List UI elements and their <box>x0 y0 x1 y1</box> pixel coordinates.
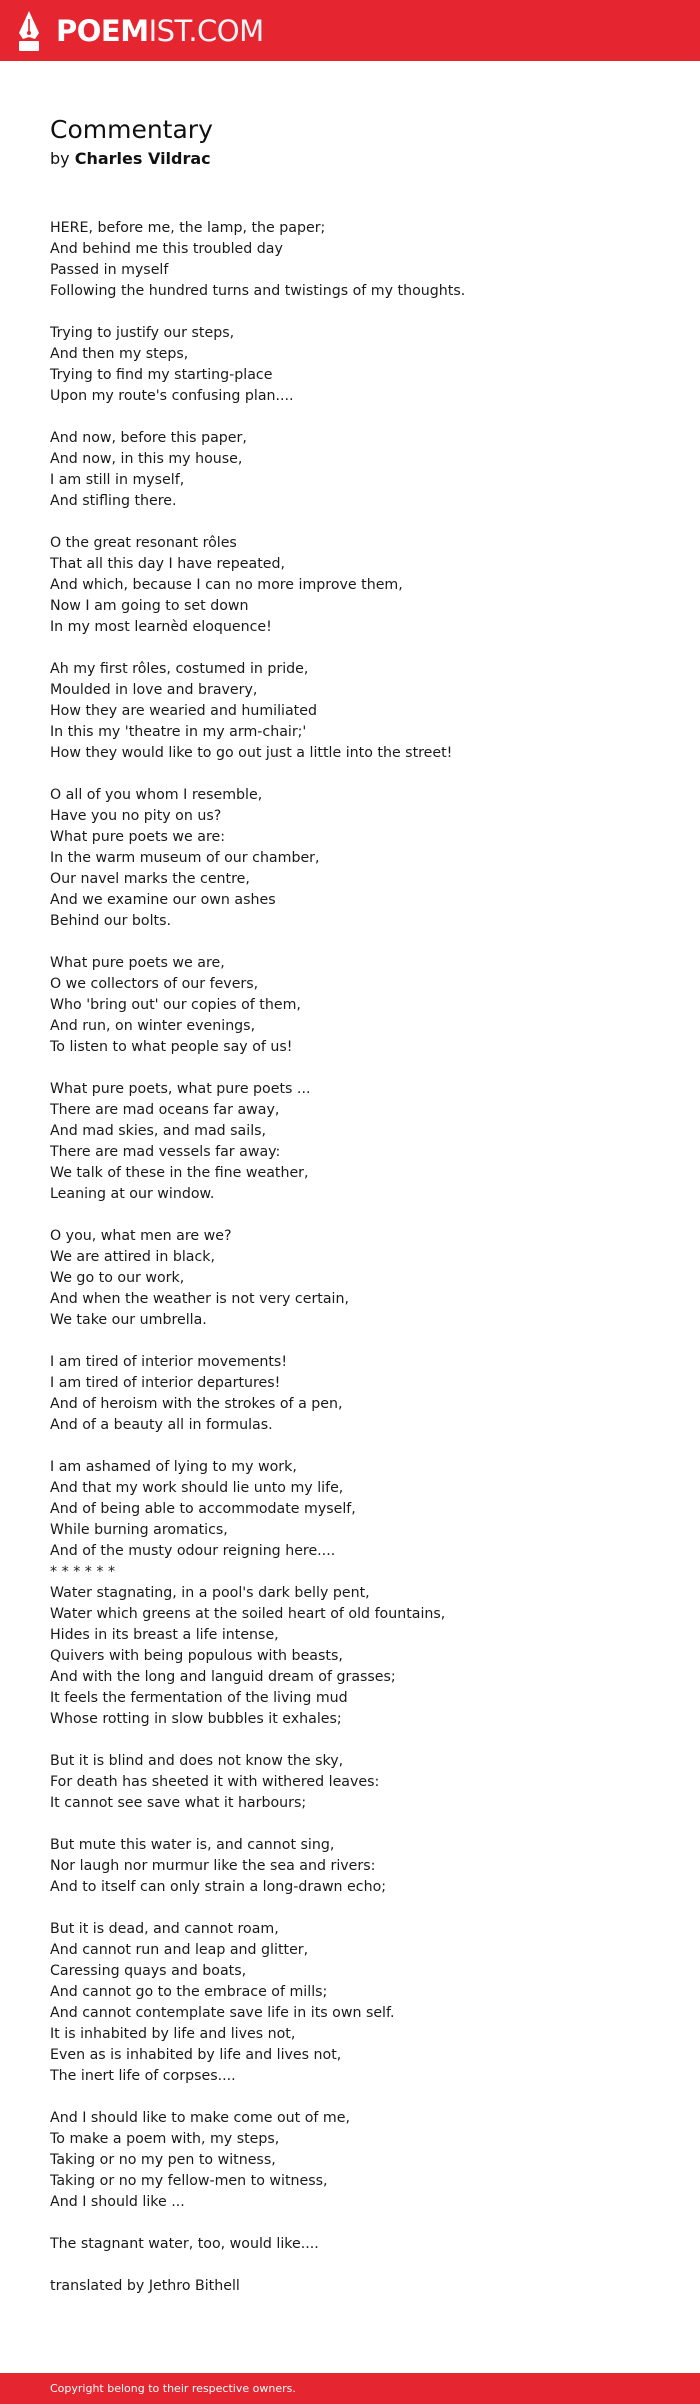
author-name: Charles Vildrac <box>74 149 211 168</box>
poem-line: The inert life of corpses.... <box>50 2068 236 2084</box>
poem-line: Ah my first rôles, costumed in pride, <box>50 661 309 677</box>
poem-line: We are attired in black, <box>50 1249 216 1265</box>
poem-line: And of the musty odour reigning here.... <box>50 1543 336 1559</box>
poem-line: And run, on winter evenings, <box>50 1018 256 1034</box>
poem-heading <box>50 113 650 171</box>
poem-line: In the warm museum of our chamber, <box>50 850 320 866</box>
poem-line: Trying to justify our steps, <box>50 325 235 341</box>
poem-line: Who 'bring out' our copies of them, <box>50 997 301 1013</box>
poem-line: Caressing quays and boats, <box>50 1963 247 1979</box>
poem-line: While burning aromatics, <box>50 1522 228 1538</box>
copyright-text: Copyright belong to their respective owners. <box>50 2382 296 2395</box>
stanza <box>50 953 670 1058</box>
poem-line: O the great resonant rôles <box>50 535 237 551</box>
poem-line: And of heroism with the strokes of a pen, <box>50 1396 343 1412</box>
poem-line: Passed in myself <box>50 262 169 278</box>
site-footer <box>0 2373 700 2404</box>
stanza <box>50 218 670 302</box>
poem-line: And I should like ... <box>50 2194 185 2210</box>
poem-line: But it is blind and does not know the sky, <box>50 1753 344 1769</box>
poem-line: And which, because I can no more improve them, <box>50 577 403 593</box>
poem-line: Taking or no my fellow-men to witness, <box>50 2173 328 2189</box>
stanza <box>50 785 670 932</box>
stanza <box>50 1835 670 1898</box>
poem-line: In this my 'theatre in my arm-chair;' <box>50 724 307 740</box>
poem-line: And we examine our own ashes <box>50 892 276 908</box>
logo-text-bold: POEM <box>56 14 149 48</box>
poem-body <box>50 218 670 2318</box>
stanza <box>50 2234 670 2255</box>
poem-line: There are mad vessels far away: <box>50 1144 281 1160</box>
poem-line: O you, what men are we? <box>50 1228 232 1244</box>
poem-line: What pure poets we are: <box>50 829 225 845</box>
poem-line: Taking or no my pen to witness, <box>50 2152 276 2168</box>
poem-line: How they are wearied and humiliated <box>50 703 317 719</box>
poem-line: Even as is inhabited by life and lives not, <box>50 2047 342 2063</box>
stanza <box>50 1079 670 1205</box>
poem-line: We take our umbrella. <box>50 1312 207 1328</box>
poem-line: Trying to find my starting-place <box>50 367 273 383</box>
poem-line: Have you no pity on us? <box>50 808 222 824</box>
stanza <box>50 1226 670 1331</box>
poem-line: And behind me this troubled day <box>50 241 283 257</box>
poem-line: Water stagnating, in a pool's dark belly pent, <box>50 1585 370 1601</box>
poem-title: Commentary <box>50 115 213 144</box>
byline <box>50 147 650 171</box>
poem-line: That all this day I have repeated, <box>50 556 286 572</box>
poem-line: The stagnant water, too, would like.... <box>50 2236 319 2252</box>
poem-line: And stifling there. <box>50 493 177 509</box>
poem-line: What pure poets, what pure poets ... <box>50 1081 311 1097</box>
poem-line: translated by Jethro Bithell <box>50 2278 240 2294</box>
poem-line: HERE, before me, the lamp, the paper; <box>50 220 326 236</box>
poem-line: We go to our work, <box>50 1270 185 1286</box>
poem-line: Moulded in love and bravery, <box>50 682 258 698</box>
stanza <box>50 323 670 407</box>
poem-line: Our navel marks the centre, <box>50 871 250 887</box>
poem-line: And to itself can only strain a long-drawn echo; <box>50 1879 387 1895</box>
stanza <box>50 428 670 512</box>
poem-line: Following the hundred turns and twistings of my thoughts. <box>50 283 466 299</box>
poem-line: Hides in its breast a life intense, <box>50 1627 279 1643</box>
poem-line: And with the long and languid dream of grasses; <box>50 1669 396 1685</box>
poem-line: And that my work should lie unto my life, <box>50 1480 344 1496</box>
pen-nib-icon <box>17 11 41 51</box>
poem-line: And of being able to accommodate myself, <box>50 1501 356 1517</box>
poem-line: But mute this water is, and cannot sing, <box>50 1837 335 1853</box>
poem-line: I am tired of interior departures! <box>50 1375 281 1391</box>
poem-line: In my most learnèd eloquence! <box>50 619 272 635</box>
by-label: by <box>50 149 70 168</box>
stanza <box>50 1751 670 1814</box>
logo-text <box>56 11 264 51</box>
poem-line: Upon my route's confusing plan.... <box>50 388 294 404</box>
site-header <box>0 0 700 61</box>
stanza <box>50 533 670 638</box>
poem-line: It feels the fermentation of the living mud <box>50 1690 348 1706</box>
poem-line: We talk of these in the fine weather, <box>50 1165 309 1181</box>
poem-line: O all of you whom I resemble, <box>50 787 263 803</box>
poem-line: Now I am going to set down <box>50 598 249 614</box>
poem-line: How they would like to go out just a little into the street! <box>50 745 453 761</box>
logo-text-light: IST.COM <box>148 14 264 48</box>
poem-line: And cannot go to the embrace of mills; <box>50 1984 328 2000</box>
poem-line: Quivers with being populous with beasts, <box>50 1648 343 1664</box>
stanza <box>50 2108 670 2213</box>
poem-line: What pure poets we are, <box>50 955 225 971</box>
stanza <box>50 1457 670 1730</box>
poem-line: To make a poem with, my steps, <box>50 2131 280 2147</box>
site-logo[interactable] <box>17 11 264 51</box>
poem-line: And of a beauty all in formulas. <box>50 1417 273 1433</box>
poem-line: It is inhabited by life and lives not, <box>50 2026 296 2042</box>
poem-line: And cannot contemplate save life in its own self. <box>50 2005 395 2021</box>
poem-line: O we collectors of our fevers, <box>50 976 259 992</box>
poem-line: Nor laugh nor murmur like the sea and rivers: <box>50 1858 376 1874</box>
poem-line: And when the weather is not very certain, <box>50 1291 349 1307</box>
poem-line: I am tired of interior movements! <box>50 1354 288 1370</box>
poem-line: Whose rotting in slow bubbles it exhales; <box>50 1711 342 1727</box>
poem-line: And mad skies, and mad sails, <box>50 1123 267 1139</box>
poem-line: I am still in myself, <box>50 472 185 488</box>
poem-line: But it is dead, and cannot roam, <box>50 1921 279 1937</box>
poem-line: It cannot see save what it harbours; <box>50 1795 307 1811</box>
poem-line: And then my steps, <box>50 346 189 362</box>
stanza <box>50 2276 670 2297</box>
poem-line: Water which greens at the soiled heart of old fountains, <box>50 1606 446 1622</box>
stanza <box>50 1919 670 2087</box>
poem-line: And cannot run and leap and glitter, <box>50 1942 309 1958</box>
poem-line: For death has sheeted it with withered leaves: <box>50 1774 380 1790</box>
poem-line: And now, in this my house, <box>50 451 243 467</box>
poem-line: There are mad oceans far away, <box>50 1102 280 1118</box>
poem-line: Leaning at our window. <box>50 1186 215 1202</box>
stanza <box>50 659 670 764</box>
poem-line: And I should like to make come out of me, <box>50 2110 350 2126</box>
poem-line: * * * * * * <box>50 1564 116 1580</box>
poem-line: To listen to what people say of us! <box>50 1039 293 1055</box>
stanza <box>50 1352 670 1436</box>
poem-line: And now, before this paper, <box>50 430 247 446</box>
poem-line: I am ashamed of lying to my work, <box>50 1459 297 1475</box>
poem-line: Behind our bolts. <box>50 913 172 929</box>
